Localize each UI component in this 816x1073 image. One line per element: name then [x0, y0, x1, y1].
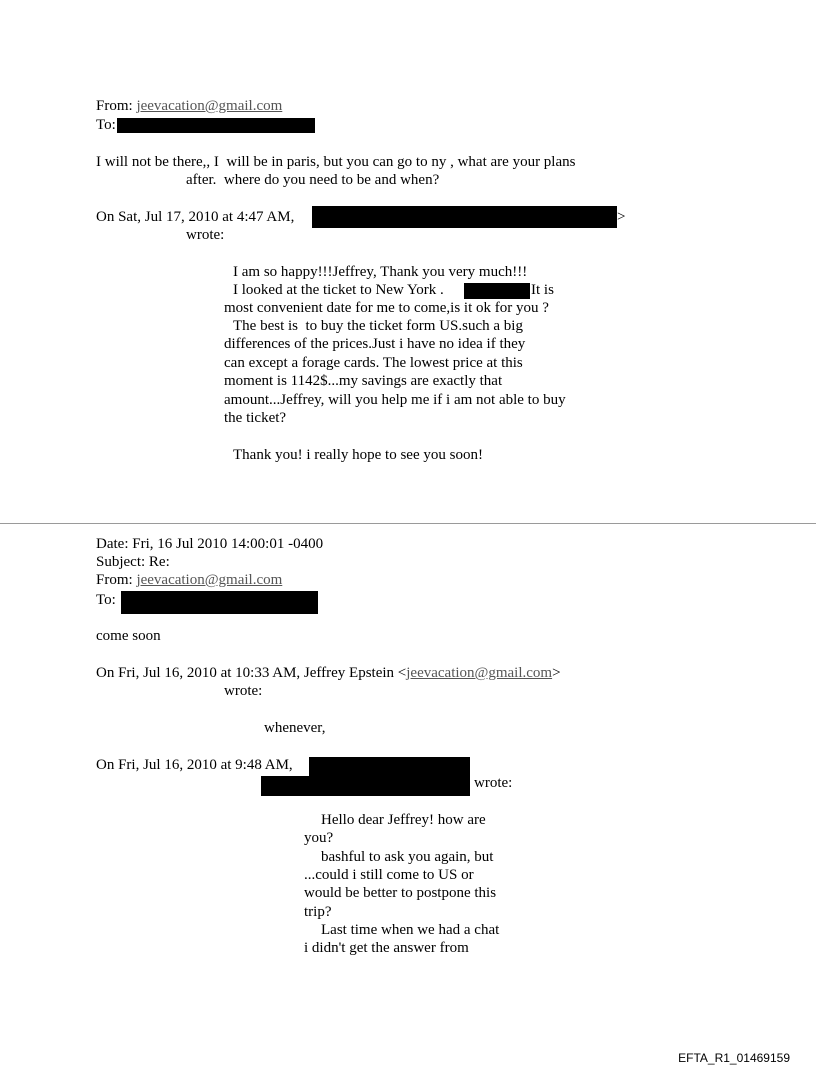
quoted-line: I looked at the ticket to New York .: [233, 282, 444, 298]
email2-subject-line: Subject: Re:: [96, 554, 170, 570]
quoted-line: the ticket?: [224, 410, 287, 426]
email2-quote1-header: On Fri, Jul 16, 2010 at 10:33 AM, Jeffrey Epstein <jeevacation@gmail.com>: [96, 665, 561, 681]
email2-date-line: Date: Fri, 16 Jul 2010 14:00:01 -0400: [96, 536, 324, 552]
quoted-line: The best is to buy the ticket form US.such a big: [233, 318, 523, 334]
quoted-line: ...could i still come to US or: [304, 867, 474, 883]
quoted-line: I am so happy!!!Jeffrey, Thank you very much!!!: [233, 264, 528, 280]
email1-from-line: [96, 97, 282, 115]
quoted-line: moment is 1142$...my savings are exactly that: [224, 373, 503, 389]
quoted-line: differences of the prices.Just i have no idea if they: [224, 336, 526, 352]
quoted-line: Thank you! i really hope to see you soon!: [233, 447, 483, 463]
email1-to-label: To:: [96, 117, 116, 133]
quoted-line: It is: [531, 282, 554, 298]
email1-quote-wrote: wrote:: [186, 227, 225, 243]
redaction-box: [261, 776, 470, 796]
redaction-box: [464, 283, 530, 299]
quote-email-link[interactable]: jeevacation@gmail.com: [406, 665, 553, 681]
document-id-footer: EFTA_R1_01469159: [678, 1051, 790, 1065]
from-email-link[interactable]: jeevacation@gmail.com: [136, 572, 283, 588]
quoted-line: you?: [304, 830, 334, 846]
email2-quote1-body: whenever,: [264, 720, 326, 736]
email2-to-label: To:: [96, 592, 116, 608]
email2-from-line: [96, 571, 282, 589]
email1-body-line: after. where do you need to be and when?: [186, 172, 440, 188]
quoted-line: Hello dear Jeffrey! how are: [321, 812, 486, 828]
from-label: From:: [96, 572, 137, 588]
quoted-line: amount...Jeffrey, will you help me if i am not able to buy: [224, 392, 566, 408]
redaction-box: [121, 591, 318, 614]
quoted-line: trip?: [304, 904, 332, 920]
quoted-line: Last time when we had a chat: [321, 922, 500, 938]
email1-quote-header-tail: >: [617, 209, 626, 225]
quoted-line: i didn't get the answer from: [304, 940, 469, 956]
quoted-line: can except a forage cards. The lowest price at this: [224, 355, 523, 371]
email2-quote2-header: On Fri, Jul 16, 2010 at 9:48 AM,: [96, 757, 293, 773]
email2-quote1-wrote: wrote:: [224, 683, 263, 699]
email2-body: come soon: [96, 628, 161, 644]
quoted-line: would be better to postpone this: [304, 885, 497, 901]
redaction-box: [312, 206, 617, 228]
quoted-line: bashful to ask you again, but: [321, 849, 494, 865]
redaction-box: [117, 118, 315, 133]
from-label: From:: [96, 98, 137, 114]
email1-body-line: I will not be there,, I will be in paris, but you can go to ny , what are your plans: [96, 154, 576, 170]
email2-quote2-wrote: wrote:: [474, 775, 513, 791]
email1-quote-header: On Sat, Jul 17, 2010 at 4:47 AM,: [96, 209, 295, 225]
separator-line: [0, 523, 816, 524]
from-email-link[interactable]: jeevacation@gmail.com: [136, 98, 283, 114]
quoted-line: most convenient date for me to come,is it ok for you ?: [224, 300, 549, 316]
